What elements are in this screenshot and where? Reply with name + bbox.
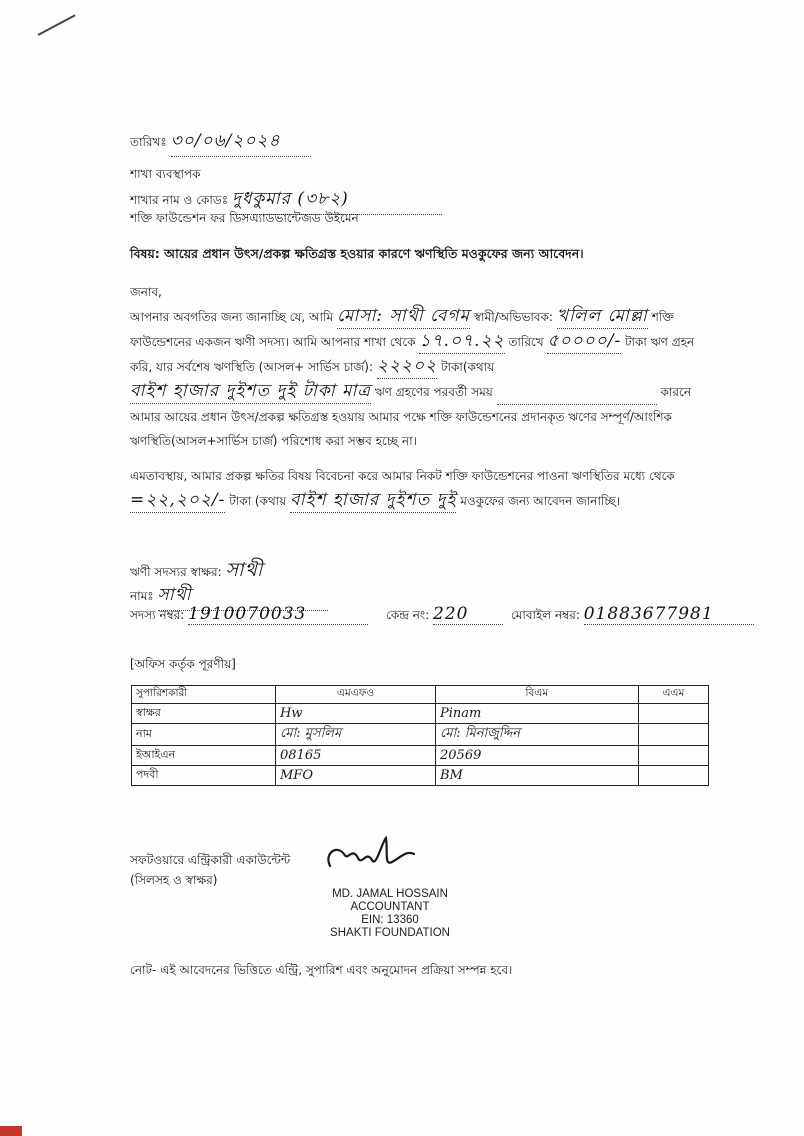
member-signature-label: ঋণী সদস্যর স্বাক্ষর: <box>130 565 222 579</box>
p1-text-h: কারনে আমার আয়ের প্রধান উৎস/প্রকল্প ক্ষতিগ্রস্ত হওয়ায় আমার পক্ষে শক্তি ফাউন্ডেশনের প্রদানকৃত ঋণের সম্পূর্ণ/আংশিক ঋণস্থিতি(আসল+সার্ভিস চার্জ) পরিশোধ করা সম্ভব হচ্ছে না। <box>130 385 691 448</box>
mobile-number-value: 01883677981 <box>584 604 754 625</box>
row-label: নাম <box>132 724 276 746</box>
p2-text-a: এমতাবস্থায়, আমার প্রকল্প ক্ষতির বিষয় বিবেচনা করে আমার নিকট শক্তি ফাউন্ডেশনের পাওনা ঋণস্থিতির মধ্যে থেকে <box>130 469 675 483</box>
accountant-signature-icon <box>322 832 422 882</box>
table-cell: Pinam <box>436 704 639 724</box>
date-line <box>130 128 311 157</box>
p1-text-d: তারিখে <box>508 335 544 349</box>
approval-table <box>131 685 709 786</box>
table-cell: Hw <box>276 704 436 724</box>
accountant-label-line2: (সিলসহ ও স্বাক্ষর) <box>130 873 218 887</box>
header-bm: বিএম <box>436 686 639 704</box>
corner-mark <box>0 1126 22 1136</box>
branch-value: দুধকুমার (৩৮২) <box>232 186 442 215</box>
member-name-handwritten: মোসা: সাথী বেগম <box>337 304 470 329</box>
table-cell: 20569 <box>436 746 639 766</box>
recipient-line3: শক্তি ফাউন্ডেশন ফর ডিসএ্যাডভান্টেজড উইমেন <box>130 211 359 225</box>
balance-handwritten: ২২২০২ <box>377 354 437 379</box>
center-number-value: 220 <box>433 604 503 625</box>
row-label: ইআইএন <box>132 746 276 766</box>
subject-line: বিষয়: আয়ের প্রধান উৎস/প্রকল্প ক্ষতিগ্রস্ত হওয়ার কারণে ঋণস্থিতি মওকুফের জন্য আবেদন। <box>130 246 584 261</box>
footer-note: নোট- এই আবেদনের ভিত্তিতে এন্ট্রি, সুপারিশ এবং অনুমোদন প্রক্রিয়া সম্পন্ন হবে। <box>130 963 513 977</box>
recipient-line1: শাখা ব্যবস্থাপক <box>130 167 201 181</box>
table-cell: মো: মিনাজুদ্দিন <box>436 724 639 746</box>
table-cell: MFO <box>276 766 436 786</box>
table-cell <box>638 746 708 766</box>
center-number-label: কেন্দ্র নং: <box>386 608 430 622</box>
p1-text-c: শক্তি ফাউন্ডেশনের একজন ঋণী সদস্য। আমি আপনার শাখা থেকে <box>130 310 674 349</box>
member-number-line <box>130 604 754 627</box>
table-cell: BM <box>436 766 639 786</box>
guardian-handwritten: খলিল মোল্লা <box>557 304 648 329</box>
header-am: এএম <box>638 686 708 704</box>
p2-text-c: মওকুফের জন্য আবেদন জানাচ্ছি। <box>460 494 621 508</box>
member-number-value: 1910070033 <box>188 604 368 625</box>
row-label: স্বাক্ষর <box>132 704 276 724</box>
stamp-line: ACCOUNTANT <box>350 901 430 913</box>
loan-amount-handwritten: ৫০০০০/- <box>547 329 621 354</box>
table-cell: 08165 <box>276 746 436 766</box>
reason-blank <box>497 380 657 405</box>
accountant-stamp <box>315 888 465 940</box>
p1-text-g: ঋণ গ্রহণের পরবর্তী সময় <box>374 385 493 399</box>
p1-text-e: টাকা ঋণ গ্রহন করি, যার সর্বশেষ ঋণস্থিতি (আসল+ সার্ভিস চার্জ): <box>130 335 695 374</box>
header-mfo: এমএফও <box>276 686 436 704</box>
table-row <box>132 746 709 766</box>
table-cell <box>638 766 708 786</box>
table-cell <box>638 704 708 724</box>
mobile-number-label: মোবাইল নম্বর: <box>510 608 580 622</box>
pen-mark-icon <box>38 14 76 35</box>
p1-text-b: স্বামী/অভিভাবক: <box>473 310 553 324</box>
p2-text-b: টাকা (কথায় <box>229 494 287 508</box>
table-cell <box>638 724 708 746</box>
date-label: তারিখঃ <box>130 135 167 149</box>
p1-text-a: আপনার অবগতির জন্য জানাচ্ছি যে, আমি <box>130 310 334 324</box>
accountant-label-line1: সফটওয়ারে এন্ট্রিকারী একাউন্টেন্ট <box>130 853 291 867</box>
office-use-label: [অফিস কর্তৃক পূরণীয়] <box>130 657 236 671</box>
stamp-line: EIN: 13360 <box>361 914 419 926</box>
stamp-line: MD. JAMAL HOSSAIN <box>332 888 448 900</box>
member-number-label: সদস্য নম্বর: <box>130 608 185 622</box>
member-name-value: সাথী <box>158 582 328 611</box>
p1-text-f: টাকা(কথায় <box>440 360 495 374</box>
balance-words-handwritten: বাইশ হাজার দুইশত দুই টাকা মাত্র <box>130 379 371 404</box>
body-paragraph-1 <box>130 304 715 453</box>
loan-date-handwritten: ১৭.০৭.২২ <box>419 329 504 354</box>
branch-label: শাখার নাম ও কোডঃ <box>130 193 229 207</box>
waive-words-handwritten: বাইশ হাজার দুইশত দুই <box>290 488 456 513</box>
member-signature: সাথী <box>225 559 264 581</box>
table-header-row <box>132 686 709 704</box>
waive-amount-handwritten: =২২,২০২/- <box>130 488 225 513</box>
table-row <box>132 766 709 786</box>
row-label: পদবী <box>132 766 276 786</box>
date-value: ৩০/০৬/২০২৪ <box>171 128 311 157</box>
table-row <box>132 724 709 746</box>
table-row <box>132 704 709 724</box>
header-recommender: সুপারিশকারী <box>132 686 276 704</box>
member-name-label: নামঃ <box>130 589 154 603</box>
table-cell: মো: মুসলিম <box>276 724 436 746</box>
stamp-line: SHAKTI FOUNDATION <box>330 927 450 939</box>
body-paragraph-2 <box>130 464 715 513</box>
salutation: জনাব, <box>130 285 162 299</box>
